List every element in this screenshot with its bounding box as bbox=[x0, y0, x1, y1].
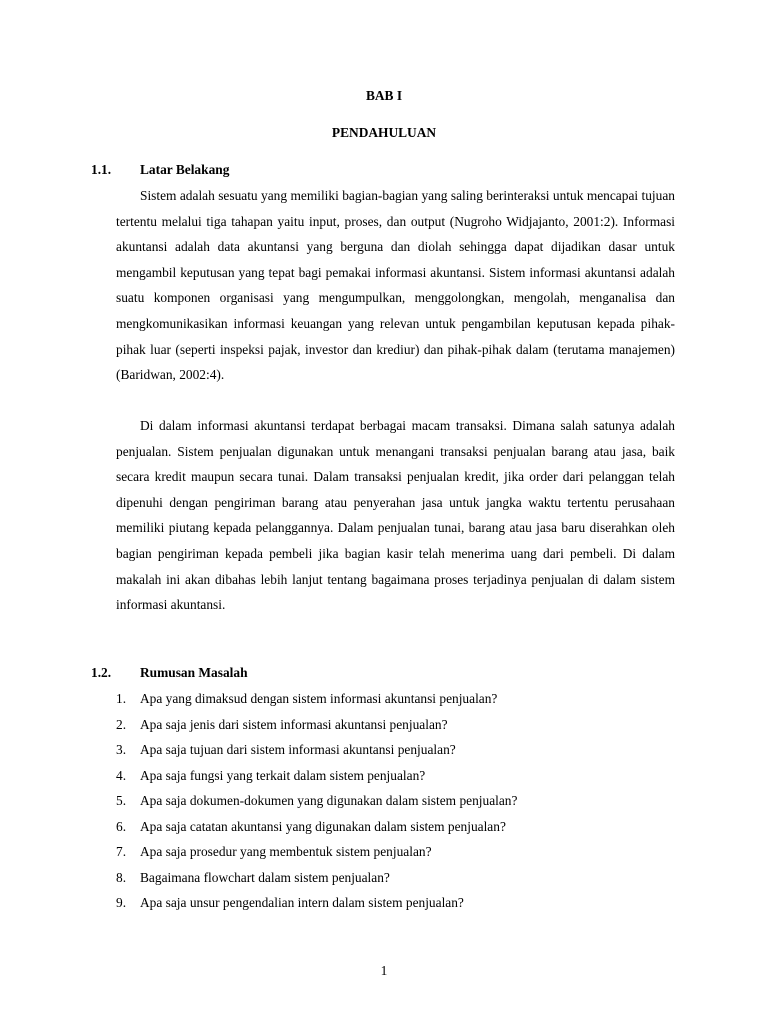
list-item: 2. Apa saja jenis dari sistem informasi akuntansi penjualan? bbox=[116, 716, 448, 732]
list-item: 9. Apa saja unsur pengendalian intern dalam sistem penjualan? bbox=[116, 895, 464, 910]
paragraph-2: Di dalam informasi akuntansi terdapat berbagai macam transaksi. Dimana salah satunya adalah penjualan. Sistem penjualan digunakan untuk menangani transaksi penjualan barang atau jasa, baik secara kredit maupun secara tunai. Dalam transaksi penjualan kredit, jika order dari pelanggan telah dipenuhi dengan pengiriman barang atau penyerahan jasa untuk jangka waktu tertentu perusahaan memiliki piutang kepada pelanggannya. Dalam penjualan tunai, barang atau jasa baru diserahkan oleh bagian pengiriman kepada pembeli jika bagian kasir telah menerima uang dari pembeli. Di dalam makalah ini akan dibahas lebih lanjut tentang bagaimana proses terjadinya penjualan di dalam sistem informasi akuntansi. bbox=[116, 418, 675, 613]
list-item: 4. Apa saja fungsi yang terkait dalam sistem penjualan? bbox=[116, 767, 426, 783]
section-title: Rumusan Masalah bbox=[140, 665, 248, 680]
chapter-title: PENDAHULUAN bbox=[331, 125, 437, 140]
paragraph-1: Sistem adalah sesuatu yang memiliki bagian-bagian yang saling berinteraksi untuk mencapai tujuan tertentu melalui tiga tahapan yaitu input, proses, dan output (Nugroho Widjajanto, 2001:2). Informasi akuntansi adalah data akuntansi yang berguna dan diolah sehingga dapat dijadikan dasar untuk mengambil keputusan yang tepat bagi pemakai informasi akuntansi. Sistem informasi akuntansi adalah suatu komponen organisasi yang mengumpulkan, menggolongkan, mengolah, menganalisa dan mengkomunikasikan informasi keuangan yang relevan untuk pengambilan keputusan kepada pihak-pihak luar (seperti inspeksi pajak, investor dan krediur) dan pihak-pihak dalam (terutama manajemen) (Baridwan, 2002:4). bbox=[116, 188, 675, 383]
list-item: 3. Apa saja tujuan dari sistem informasi akuntansi penjualan? bbox=[116, 742, 456, 757]
list-item: 5. Apa saja dokumen-dokumen yang digunakan dalam sistem penjualan? bbox=[116, 793, 518, 808]
section-heading-rumusan-masalah bbox=[91, 665, 248, 681]
chapter-label: BAB I bbox=[365, 88, 403, 103]
section-heading-latar-belakang bbox=[91, 162, 229, 178]
list-item: 6. Apa saja catatan akuntansi yang digunakan dalam sistem penjualan? bbox=[116, 818, 506, 834]
section-title: Latar Belakang bbox=[140, 162, 230, 177]
section-number: 1.2. bbox=[91, 665, 112, 680]
list-item: 8. Bagaimana flowchart dalam sistem penjualan? bbox=[116, 869, 390, 885]
list-item: 7. Apa saja prosedur yang membentuk sistem penjualan? bbox=[116, 844, 432, 859]
list-item: 1. Apa yang dimaksud dengan sistem informasi akuntansi penjualan? bbox=[116, 691, 498, 706]
question-list bbox=[116, 686, 517, 916]
section-number: 1.1. bbox=[91, 162, 112, 177]
page-number: 1 bbox=[380, 963, 388, 978]
